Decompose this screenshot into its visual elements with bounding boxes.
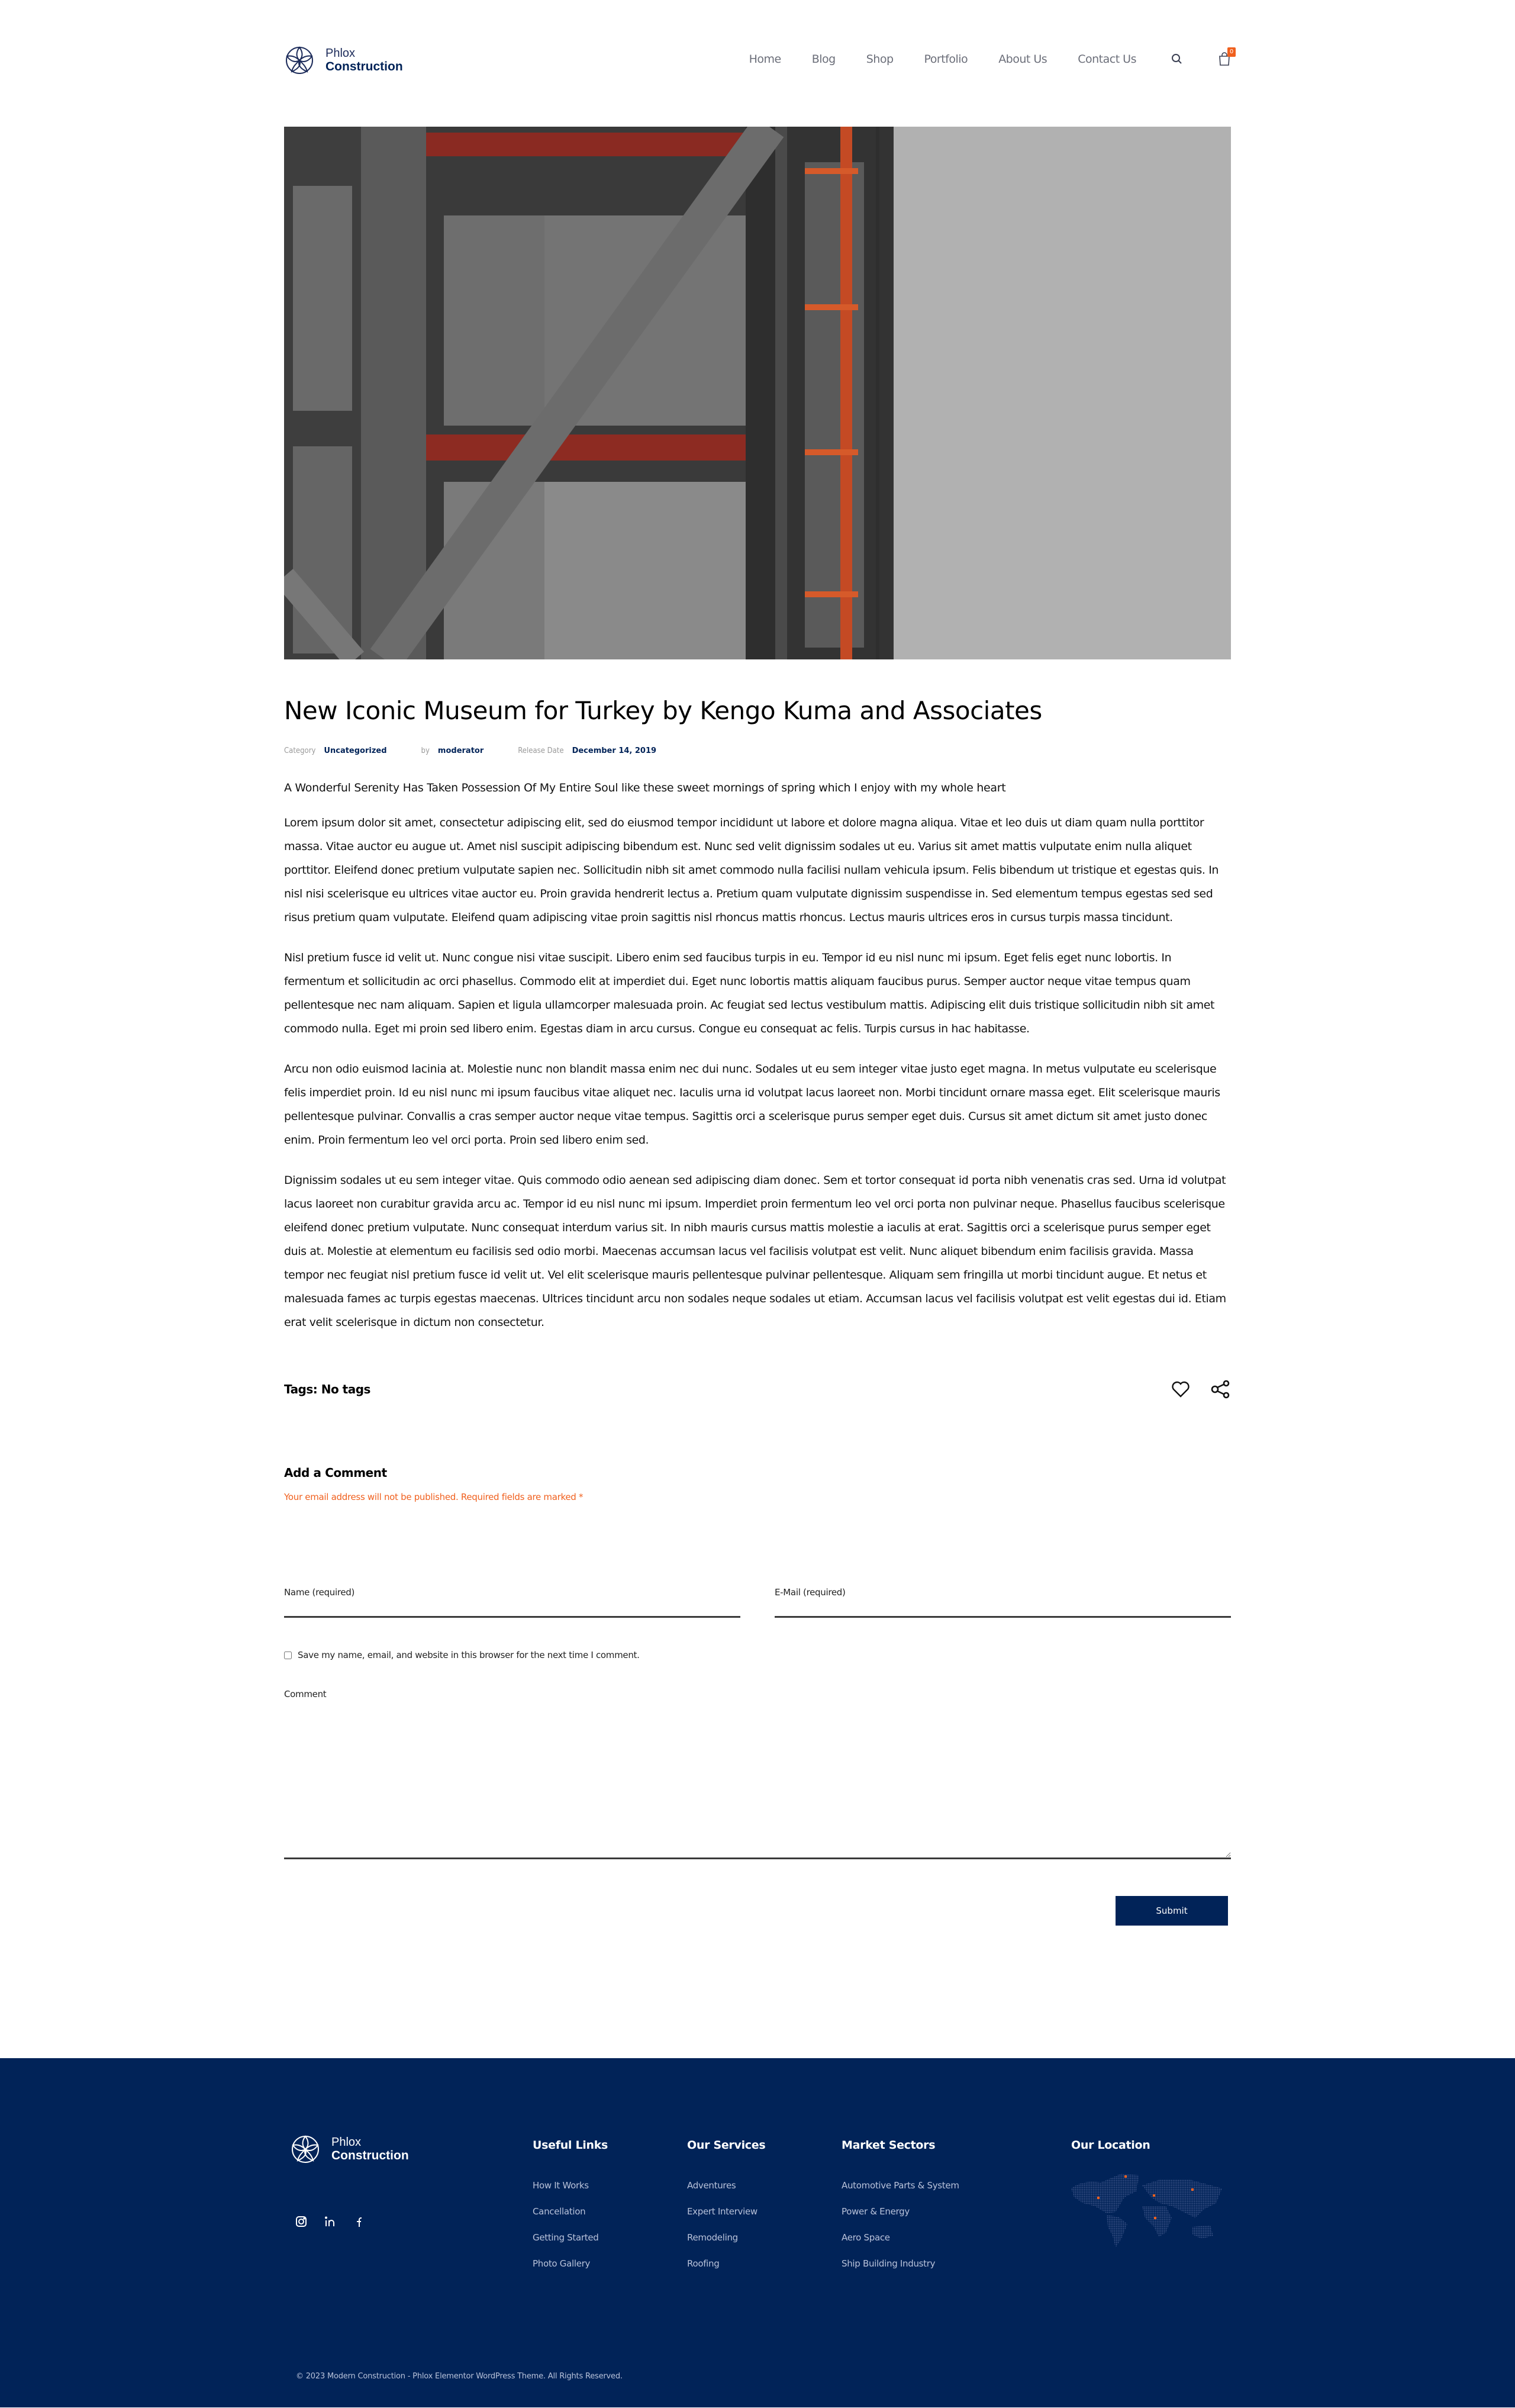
footer-link[interactable]: Remodeling — [687, 2232, 738, 2243]
comment-label: Comment — [284, 1689, 327, 1699]
post-meta — [284, 746, 1231, 755]
email-field-group — [775, 1586, 1231, 1618]
post-date: December 14, 2019 — [572, 746, 657, 755]
site-header — [284, 0, 1234, 127]
share-icon[interactable] — [1211, 1379, 1231, 1399]
email-label: E-Mail (required) — [775, 1587, 846, 1598]
save-info-checkbox[interactable] — [284, 1652, 292, 1659]
email-input[interactable] — [775, 1598, 1231, 1618]
hero-image — [284, 127, 1231, 659]
nav-contact-us[interactable]: Contact Us — [1078, 53, 1136, 66]
footer-column-market-sectors — [842, 2139, 959, 2284]
name-input[interactable] — [284, 1598, 740, 1618]
footer-link[interactable]: Cancellation — [533, 2206, 586, 2217]
map-marker — [1124, 2175, 1127, 2178]
shopping-bag-icon[interactable] — [1218, 49, 1234, 66]
post-paragraph: Dignissim sodales ut eu sem integer vitae. Quis commodo odio aenean sed adipiscing diam donec. Sem et tortor consequat id porta nibh venenatis cras sed. Urna id volutpat lacus laoreet non curabitur gravida arcu ac. Tempor id eu nisl nunc mi ipsum. Imperdiet proin fermentum leo vel orci porta non pulvinar neque. Phasellus faucibus scelerisque eleifend donec pretium vulputate. Nunc consequat interdum varius sit. In nibh mauris cursus mattis molestie a iaculis at erat. Sagittis orci a scelerisque purus semper eget duis at. Molestie at elementum eu facilisis sed odio morbi. Maecenas accumsan lacus vel facilisis volutpat est velit. Nunc aliquet bibendum enim facilisis gravida. Massa tempor nec feugiat nisl pretium fusce id velit ut. Vel elit scelerisque mauris pellentesque pulvinar pellentesque. Aliquam sem fringilla ut morbi tincidunt augue. Et netus et malesuada fames ac turpis egestas maecenas. Ultrices tincidunt arcu non sodales neque sodales ut etiam. Accumsan lacus vel facilisis volutpat est velit egestas dui id. Etiam erat velit scelerisque in dictum non consectetur. — [284, 1174, 1226, 1329]
nav-shop[interactable]: Shop — [866, 53, 894, 66]
main-nav — [749, 49, 1234, 66]
nav-home[interactable]: Home — [749, 53, 781, 66]
logo-flower-icon — [284, 45, 315, 76]
logo-flower-icon — [290, 2134, 321, 2165]
submit-button[interactable]: Submit — [1116, 1896, 1228, 1926]
footer-link[interactable]: How It Works — [533, 2180, 589, 2191]
copyright: © 2023 Modern Construction - Phlox Elementor WordPress Theme. All Rights Reserved. — [296, 2372, 623, 2381]
footer-logo[interactable] — [290, 2134, 409, 2165]
site-footer — [0, 2058, 1515, 2407]
footer-link[interactable]: Automotive Parts & System — [842, 2180, 959, 2191]
post-tags: Tags: No tags — [284, 1382, 370, 1396]
footer-link[interactable]: Aero Space — [842, 2232, 890, 2243]
cart-count-badge: 0 — [1227, 47, 1236, 57]
footer-column-useful-links — [533, 2139, 608, 2284]
map-marker — [1191, 2188, 1194, 2191]
name-label: Name (required) — [284, 1587, 355, 1598]
linkedin-icon[interactable] — [323, 2215, 336, 2228]
post-intro: A Wonderful Serenity Has Taken Possession Of My Entire Soul like these sweet mornings of spring which I enjoy with my whole heart — [284, 781, 1006, 794]
author-link[interactable]: moderator — [437, 746, 484, 755]
heart-icon[interactable] — [1171, 1379, 1191, 1399]
instagram-icon[interactable] — [295, 2215, 308, 2228]
footer-column-title: Market Sectors — [842, 2139, 936, 2152]
post-actions — [1171, 1379, 1231, 1399]
author-label: by — [421, 746, 430, 755]
building-photo — [284, 127, 1231, 659]
tags-row — [284, 1379, 1231, 1399]
map-marker — [1097, 2197, 1100, 2199]
nav-portfolio[interactable]: Portfolio — [924, 53, 968, 66]
category-link[interactable]: Uncategorized — [324, 746, 387, 755]
comment-form — [284, 1466, 1231, 1926]
footer-column-title: Our Location — [1071, 2139, 1150, 2152]
post-paragraph: Nisl pretium fusce id velit ut. Nunc congue nisi vitae suscipit. Libero enim sed faucibus turpis in eu. Tempor id eu nisl nunc mi ipsum. Eget felis eget nunc lobortis. In fermentum et sollicitudin ac orci phasellus. Commodo elit at imperdiet dui. Eget nunc lobortis mattis aliquam faucibus purus. Semper auctor neque vitae tempus quam pellentesque nec nam aliquam. Sapien et ligula ullamcorper malesuada proin. Ac feugiat sed lectus vestibulum mattis. Adipiscing elit duis tristique sollicitudin nibh sit amet commodo nulla. Eget mi proin sed libero enim. Egestas diam in arcu cursus. Congue eu consequat ac felis. Turpis cursus in hac habitasse. — [284, 951, 1215, 1035]
world-map — [1071, 2171, 1225, 2251]
footer-logo-bottom: Construction — [331, 2149, 409, 2163]
name-field-group — [284, 1586, 740, 1618]
save-info-row — [284, 1650, 1231, 1660]
footer-link[interactable]: Power & Energy — [842, 2206, 910, 2217]
footer-link[interactable]: Ship Building Industry — [842, 2258, 936, 2269]
post-paragraph: Lorem ipsum dolor sit amet, consectetur adipiscing elit, sed do eiusmod tempor incididunt ut labore et dolore magna aliqua. Vitae et leo duis ut diam quam nulla porttitor massa. Vitae auctor eu augue ut. Amet nisl suscipit adipiscing bibendum est. Nunc sed velit dignissim sodales ut eu. Varius sit amet mattis vulputate enim nulla aliquet porttitor. Eleifend donec pretium vulputate sapien nec. Sollicitudin nibh sit amet commodo nulla facilisi nullam vehicula ipsum. Felis bibendum ut tristique et egestas quis. In nisl nisi scelerisque eu ultrices vitae auctor eu. Proin gravida hendrerit lectus a. Pretium quam vulputate dignissim suspendisse in. Sed elementum tempus egestas sed sed risus pretium quam vulputate. Eleifend quam adipiscing vitae proin sagittis nisl rhoncus mattis rhoncus. Lectus mauris ultrices eros in cursus turpis massa tincidunt. — [284, 816, 1219, 924]
article — [284, 127, 1231, 1926]
footer-link[interactable]: Getting Started — [533, 2232, 599, 2243]
save-info-label: Save my name, email, and website in this browser for the next time I comment. — [298, 1650, 640, 1660]
footer-link[interactable]: Roofing — [687, 2258, 720, 2269]
logo-name-bottom: Construction — [325, 60, 403, 74]
map-marker — [1154, 2217, 1156, 2219]
comment-textarea[interactable] — [284, 1699, 1231, 1859]
footer-column-our-services — [687, 2139, 765, 2284]
footer-column-title: Our Services — [687, 2139, 766, 2152]
logo-name-top: Phlox — [325, 47, 356, 60]
map-marker — [1153, 2194, 1155, 2197]
facebook-icon[interactable] — [352, 2215, 365, 2228]
social-links — [295, 2215, 365, 2228]
category-label: Category — [284, 746, 316, 755]
footer-link[interactable]: Expert Interview — [687, 2206, 758, 2217]
footer-logo-top: Phlox — [331, 2136, 362, 2149]
post-title: New Iconic Museum for Turkey by Kengo Kuma and Associates — [284, 696, 1042, 725]
nav-about-us[interactable]: About Us — [998, 53, 1047, 66]
comment-heading: Add a Comment — [284, 1466, 387, 1480]
footer-column-our-location — [1071, 2139, 1150, 2152]
site-logo[interactable] — [284, 45, 403, 76]
post-paragraph: Arcu non odio euismod lacinia at. Molestie nunc non blandit massa enim nec dui nunc. Sodales ut eu sem integer vitae justo eget magna. In metus vulputate eu scelerisque felis imperdiet proin. Id eu nisl nunc mi ipsum faucibus vitae aliquet nec. Iaculis urna id volutpat lacus laoreet non. Morbi tincidunt ornare massa eget. Elit scelerisque mauris pellentesque pulvinar. Convallis a cras semper auctor neque vitae tempus. Sagittis orci a scelerisque purus semper eget duis. Cursus sit amet dictum sit amet justo donec enim. Proin fermentum leo vel orci porta. Proin sed libero enim sed. — [284, 1063, 1220, 1147]
search-icon[interactable] — [1171, 52, 1184, 66]
footer-link[interactable]: Photo Gallery — [533, 2258, 591, 2269]
footer-column-title: Useful Links — [533, 2139, 608, 2152]
nav-blog[interactable]: Blog — [811, 53, 836, 66]
footer-link[interactable]: Adventures — [687, 2180, 736, 2191]
date-label: Release Date — [518, 746, 564, 755]
comment-note: Your email address will not be published. Required fields are marked * — [284, 1492, 584, 1502]
